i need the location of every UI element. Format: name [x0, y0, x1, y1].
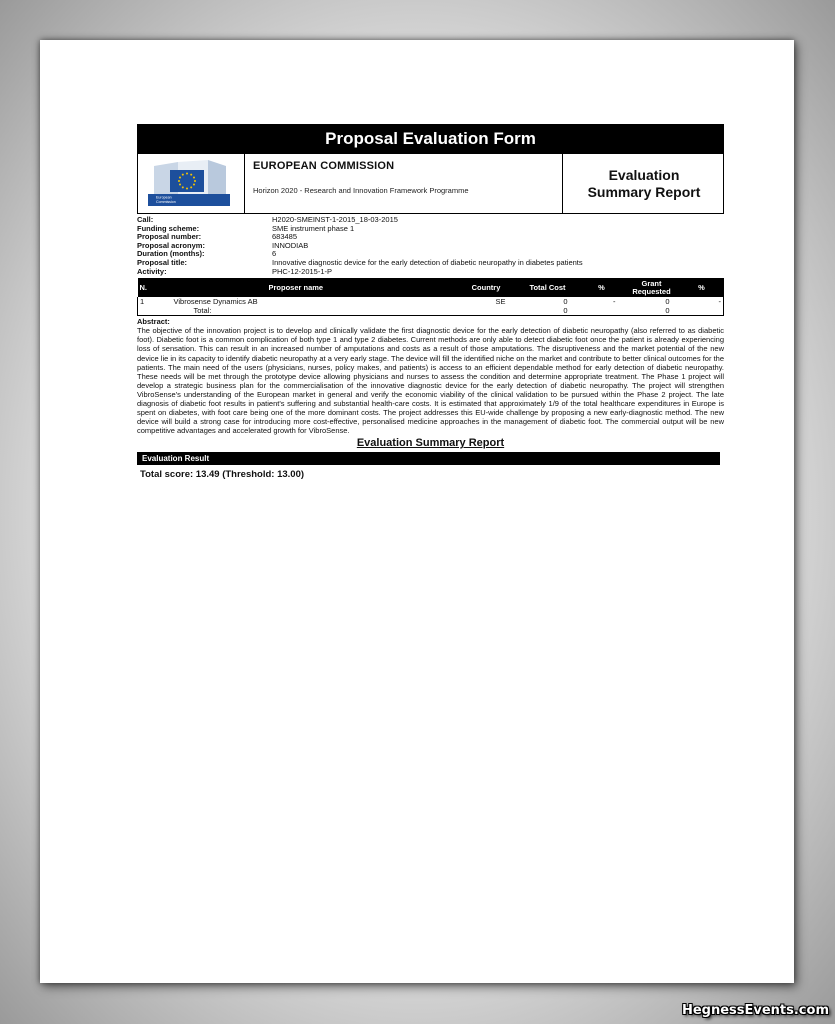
cell-grant-percent — [680, 306, 724, 316]
info-value: 683485 — [272, 232, 298, 242]
info-row-activity — [137, 268, 724, 277]
cell-number: 1 — [140, 297, 145, 307]
info-label: Activity: — [137, 266, 167, 276]
programme-name: Horizon 2020 - Research and Innovation Framework Programme — [253, 186, 469, 195]
report-title-line1: Evaluation — [608, 166, 680, 183]
proposal-info — [137, 216, 724, 276]
info-label: Proposal acronym: — [137, 240, 205, 250]
info-label: Proposal title: — [137, 257, 188, 267]
info-label: Funding scheme: — [137, 223, 200, 233]
info-value: SME instrument phase 1 — [272, 223, 355, 233]
evaluation-form — [137, 124, 724, 480]
col-header-total-cost: Total Cost — [516, 278, 580, 297]
cell-country — [457, 306, 516, 316]
commission-cell — [245, 154, 563, 213]
commission-title: EUROPEAN COMMISSION — [253, 160, 395, 172]
summary-heading: Evaluation Summary Report — [356, 437, 505, 450]
evaluation-result-bar: Evaluation Result — [137, 452, 720, 465]
col-header-country: Country — [457, 278, 516, 297]
total-score: Total score: 13.49 (Threshold: 13.00) — [140, 469, 305, 481]
abstract-label: Abstract: — [137, 317, 170, 327]
cell-grant-requested: 0 — [665, 297, 670, 307]
info-row-call — [137, 216, 724, 225]
col-header-number: N. — [138, 278, 164, 297]
document-page — [40, 40, 794, 983]
info-value: INNODIAB — [272, 240, 309, 250]
info-row-funding-scheme — [137, 225, 724, 234]
cell-total-cost: 0 — [563, 297, 568, 307]
col-header-cost-percent: % — [580, 278, 624, 297]
cell-proposer-name: Vibrosense Dynamics AB — [173, 297, 258, 307]
form-title: Proposal Evaluation Form — [137, 124, 724, 154]
info-row-proposal-title — [137, 259, 724, 268]
cell-country: SE — [495, 297, 506, 307]
abstract-text: The objective of the innovation project is to develop and clinically validate the first diagnostic device for the early detection of diabetic neuropathy (also referred to as diabetic foot). Diabetic foot is a common complication of both type 1 and type 2 diabetes. Current methods are only able to detect diabetic foot once the patient is already experiencing loss of sensation. This can result in an increased number of amputations and costs as a result of those amputations. The disruptiveness and the market potential of the new device lie in its capacity to identify diabetic neuropathy at a very early stage. The device will fill the identified niche on the market and contribute to better clinical outcomes for the patients. The main need of the users (physicians, nurses, policy makes, and patients) is access to an efficient dependable method for early detection of diabetic neuropathy. These needs will be met through the prototype device allowing physicians and nurses to assess the condition and determine appropriate treatment. The Phase 1 project will develop a strategic business plan for the commercialisation of the innovative diagnostic device for the early detection of diabetic neuropathy. The project will strengthen VibroSense's understanding of the European market in general and verify the economic viability of the clinical validation to be pursued within the Phase 2 project. The late diagnosis of diabetic foot results in patient's suffering and substantial health-care costs. It is estimated that approximately 1/9 of the total healthcare expenditures in Europe is spent on diabetes, with foot care being one of the more dominant costs. The project addresses this EU-wide challenge by proposing a new early-diagnostic method. The new device will build a strong case for introducing more cost-effective, personalised medicine approaches in the management of diabetic foot. The commercial output will be new competitive advantages and accelerated growth for VibroSense. — [137, 326, 724, 436]
info-label: Duration (months): — [137, 249, 205, 259]
report-title-line2: Summary Report — [587, 183, 701, 200]
info-row-proposal-number — [137, 233, 724, 242]
info-row-proposal-acronym — [137, 242, 724, 251]
watermark: HegnessEvents.com — [681, 1003, 829, 1018]
logo-caption-line1: European — [156, 195, 172, 200]
table-header-row — [138, 278, 724, 297]
form-header — [137, 154, 724, 214]
proposer-table — [137, 278, 724, 316]
cell-number — [138, 306, 164, 316]
info-label: Proposal number: — [137, 232, 202, 242]
info-value: Innovative diagnostic device for the early detection of diabetic neuropathy in diabetes patients — [272, 257, 583, 267]
abstract-section — [137, 317, 724, 435]
cell-cost-percent: - — [613, 297, 616, 307]
info-value: 6 — [272, 249, 277, 259]
table-row-total — [138, 306, 724, 316]
col-header-grant-percent: % — [680, 278, 724, 297]
european-commission-logo — [148, 160, 230, 206]
info-value: PHC-12-2015-1-P — [272, 266, 333, 276]
col-header-proposer-name: Proposer name — [164, 278, 457, 297]
col-header-grant-requested: Grant Requested — [624, 278, 680, 297]
cell-total-cost: 0 — [563, 306, 568, 316]
info-value: H2020-SMEINST-1-2015_18-03-2015 — [272, 215, 398, 224]
report-title-cell — [563, 154, 723, 213]
cell-grant-percent: - — [718, 297, 721, 307]
cell-total-label: Total: — [193, 306, 212, 316]
logo-cell — [138, 154, 245, 213]
table-row — [138, 297, 724, 306]
info-label: Call: — [137, 215, 154, 224]
cell-grant-requested: 0 — [665, 306, 670, 316]
cell-cost-percent — [580, 306, 624, 316]
logo-caption-line2: Commission — [156, 200, 176, 204]
